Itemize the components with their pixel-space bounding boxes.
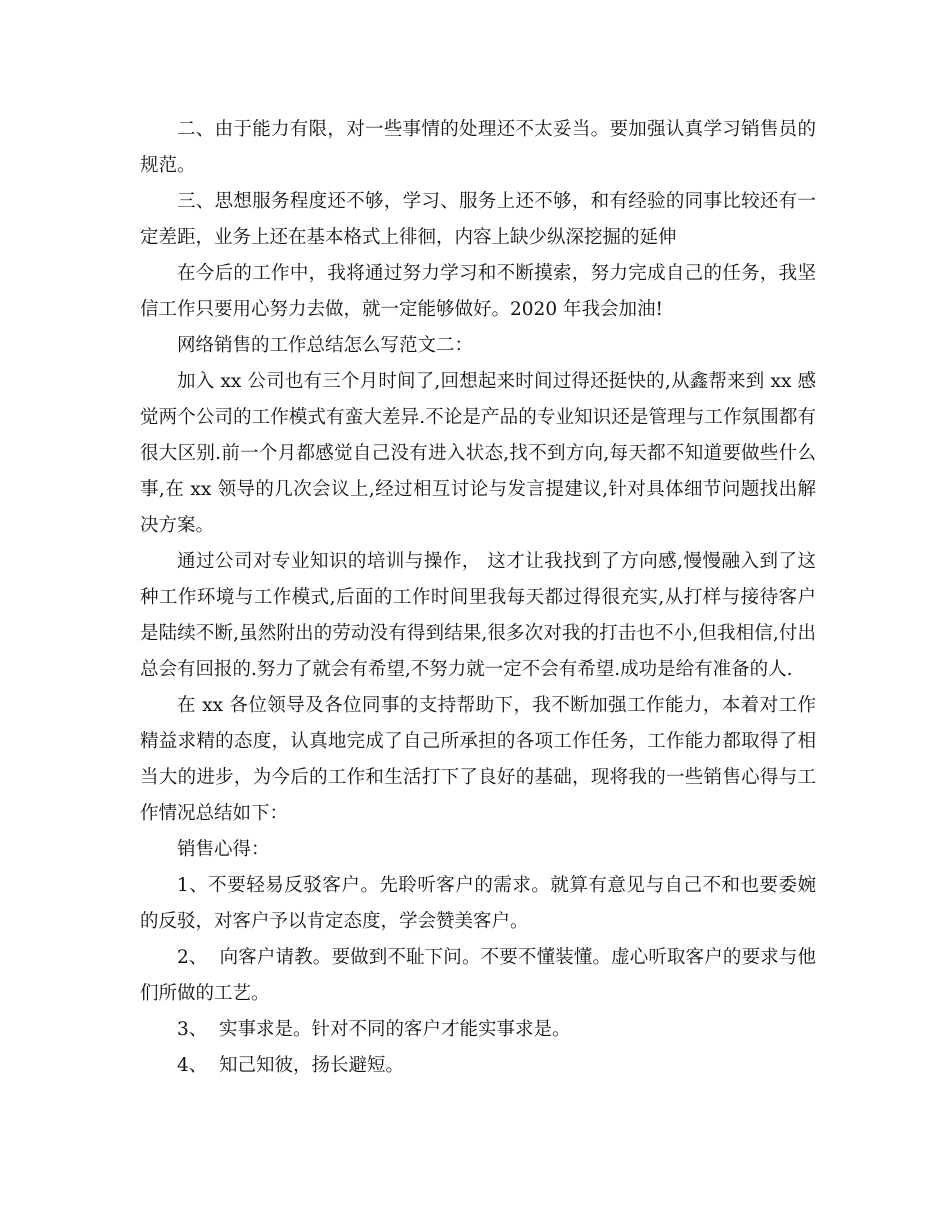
section-heading: 网络销售的工作总结怎么写范文二： — [177, 335, 474, 356]
list-item: 2、 向客户请教。要做到不耻下问。不要不懂装懂。虚心听取客户的要求与他们所做的工艺。 — [140, 947, 816, 1004]
paragraph: 二、由于能力有限，对一些事情的处理还不太妥当。要加强认真学习销售员的规范。 — [140, 119, 816, 176]
paragraph: 加入 xx 公司也有三个月时间了,回想起来时间过得还挺快的,从鑫帮来到 xx 感觉两个公司的工作模式有蛮大差异.不论是产品的专业知识还是管理与工作氛围都有很大区别.前一个月都感觉自己没有进入状态,找不到方向,每天都不知道要做些什么事,在 xx 领导的几次会议上,经过相互讨论与发言提建议,针对具体细节问题找出解决方案。 — [140, 371, 816, 536]
list-item: 1、不要轻易反驳客户。先聆听客户的需求。就算有意见与自己不和也要委婉的反驳，对客户予以肯定态度，学会赞美客户。 — [140, 875, 816, 932]
list-item: 4、 知己知彼，扬长避短。 — [177, 1055, 405, 1076]
paragraph: 通过公司对专业知识的培训与操作， 这才让我找到了方向感,慢慢融入到了这种工作环境与工作模式,后面的工作时间里我每天都过得很充实,从打样与接待客户是陆续不断,虽然附出的劳动没有得到结果,很多次对我的打击也不小,但我相信,付出总会有回报的.努力了就会有希望,不努力就一定不会有希望.成功是给有准备的人. — [140, 551, 816, 680]
paragraph: 三、思想服务程度还不够，学习、服务上还不够，和有经验的同事比较还有一定差距，业务上还在基本格式上徘徊，内容上缺少纵深挖掘的延伸 — [140, 191, 816, 248]
subheading: 销售心得： — [177, 839, 270, 860]
paragraph: 在 xx 各位领导及各位同事的支持帮助下，我不断加强工作能力，本着对工作精益求精的态度，认真地完成了自己所承担的各项工作任务，工作能力都取得了相当大的进步，为今后的工作和生活打下了良好的基础，现将我的一些销售心得与工作情况总结如下： — [140, 695, 816, 824]
document-body — [140, 112, 816, 1084]
list-item: 3、 实事求是。针对不同的客户才能实事求是。 — [177, 1019, 571, 1040]
paragraph: 在今后的工作中，我将通过努力学习和不断摸索，努力完成自己的任务，我坚信工作只要用心努力去做，就一定能够做好。2020 年我会加油! — [140, 263, 816, 320]
